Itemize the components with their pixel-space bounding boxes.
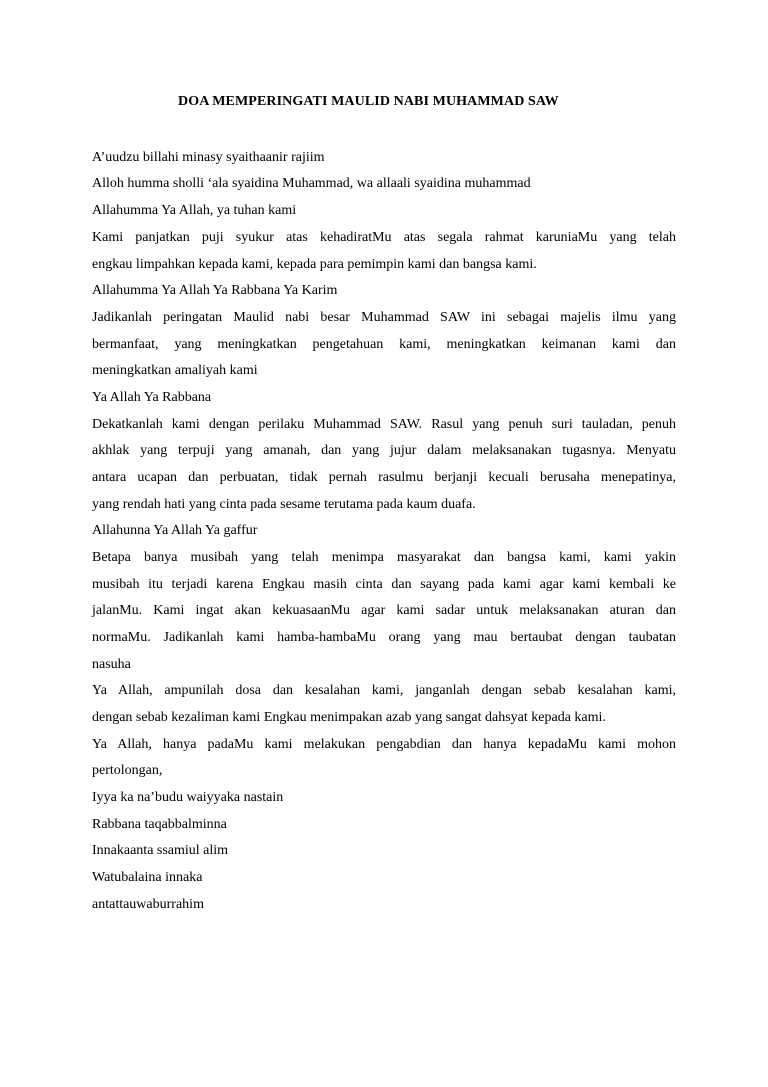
text-line: antattauwaburrahim (92, 897, 204, 912)
text-line: Dekatkanlah kami dengan perilaku Muhammad SAW. Rasul yang penuh suri tauladan, penuh (92, 417, 676, 432)
text-line: musibah itu terjadi karena Engkau masih cinta dan sayang pada kami agar kami kembali ke (92, 577, 676, 592)
text-line: engkau limpahkan kepada kami, kepada para pemimpin kami dan bangsa kami. (92, 257, 537, 272)
document-title: DOA MEMPERINGATI MAULID NABI MUHAMMAD SAW (178, 94, 559, 109)
text-line: Kami panjatkan puji syukur atas kehadiratMu atas segala rahmat karuniaMu yang telah (92, 230, 676, 245)
text-line: antara ucapan dan perbuatan, tidak pernah rasulmu berjanji kecuali berusaha menepatinya, (92, 470, 676, 485)
text-line: yang rendah hati yang cinta pada sesame terutama pada kaum duafa. (92, 497, 476, 512)
text-line: Allahunna Ya Allah Ya gaffur (92, 523, 258, 538)
text-line: bermanfaat, yang meningkatkan pengetahuan kami, meningkatkan keimanan kami dan (92, 337, 676, 352)
text-line: A’uudzu billahi minasy syaithaanir rajiim (92, 150, 325, 165)
text-line: nasuha (92, 657, 131, 672)
text-line: Rabbana taqabbalminna (92, 817, 227, 832)
text-line: normaMu. Jadikanlah kami hamba-hambaMu orang yang mau bertaubat dengan taubatan (92, 630, 676, 645)
text-line: Ya Allah, hanya padaMu kami melakukan pengabdian dan hanya kepadaMu kami mohon (92, 737, 676, 752)
text-line: Alloh humma sholli ‘ala syaidina Muhammad, wa allaali syaidina muhammad (92, 176, 531, 191)
text-line: Watubalaina innaka (92, 870, 203, 885)
text-line: Allahumma Ya Allah, ya tuhan kami (92, 203, 297, 218)
text-line: akhlak yang terpuji yang amanah, dan yang jujur dalam melaksanakan tugasnya. Menyatu (92, 443, 676, 458)
text-line: Betapa banya musibah yang telah menimpa masyarakat dan bangsa kami, kami yakin (92, 550, 676, 565)
text-line: dengan sebab kezaliman kami Engkau menimpakan azab yang sangat dahsyat kepada kami. (92, 710, 606, 725)
text-line: meningkatkan amaliyah kami (92, 363, 258, 378)
text-line: Jadikanlah peringatan Maulid nabi besar Muhammad SAW ini sebagai majelis ilmu yang (92, 310, 676, 325)
text-line: Innakaanta ssamiul alim (92, 843, 229, 858)
text-line: Allahumma Ya Allah Ya Rabbana Ya Karim (92, 283, 338, 298)
text-line: jalanMu. Kami ingat akan kekuasaanMu agar kami sadar untuk melaksanakan aturan dan (92, 603, 676, 618)
text-line: Ya Allah, ampunilah dosa dan kesalahan kami, janganlah dengan sebab kesalahan kami, (92, 683, 676, 698)
text-line: Ya Allah Ya Rabbana (92, 390, 212, 405)
text-line: pertolongan, (92, 763, 163, 778)
text-line: Iyya ka na’budu waiyyaka nastain (92, 790, 284, 805)
